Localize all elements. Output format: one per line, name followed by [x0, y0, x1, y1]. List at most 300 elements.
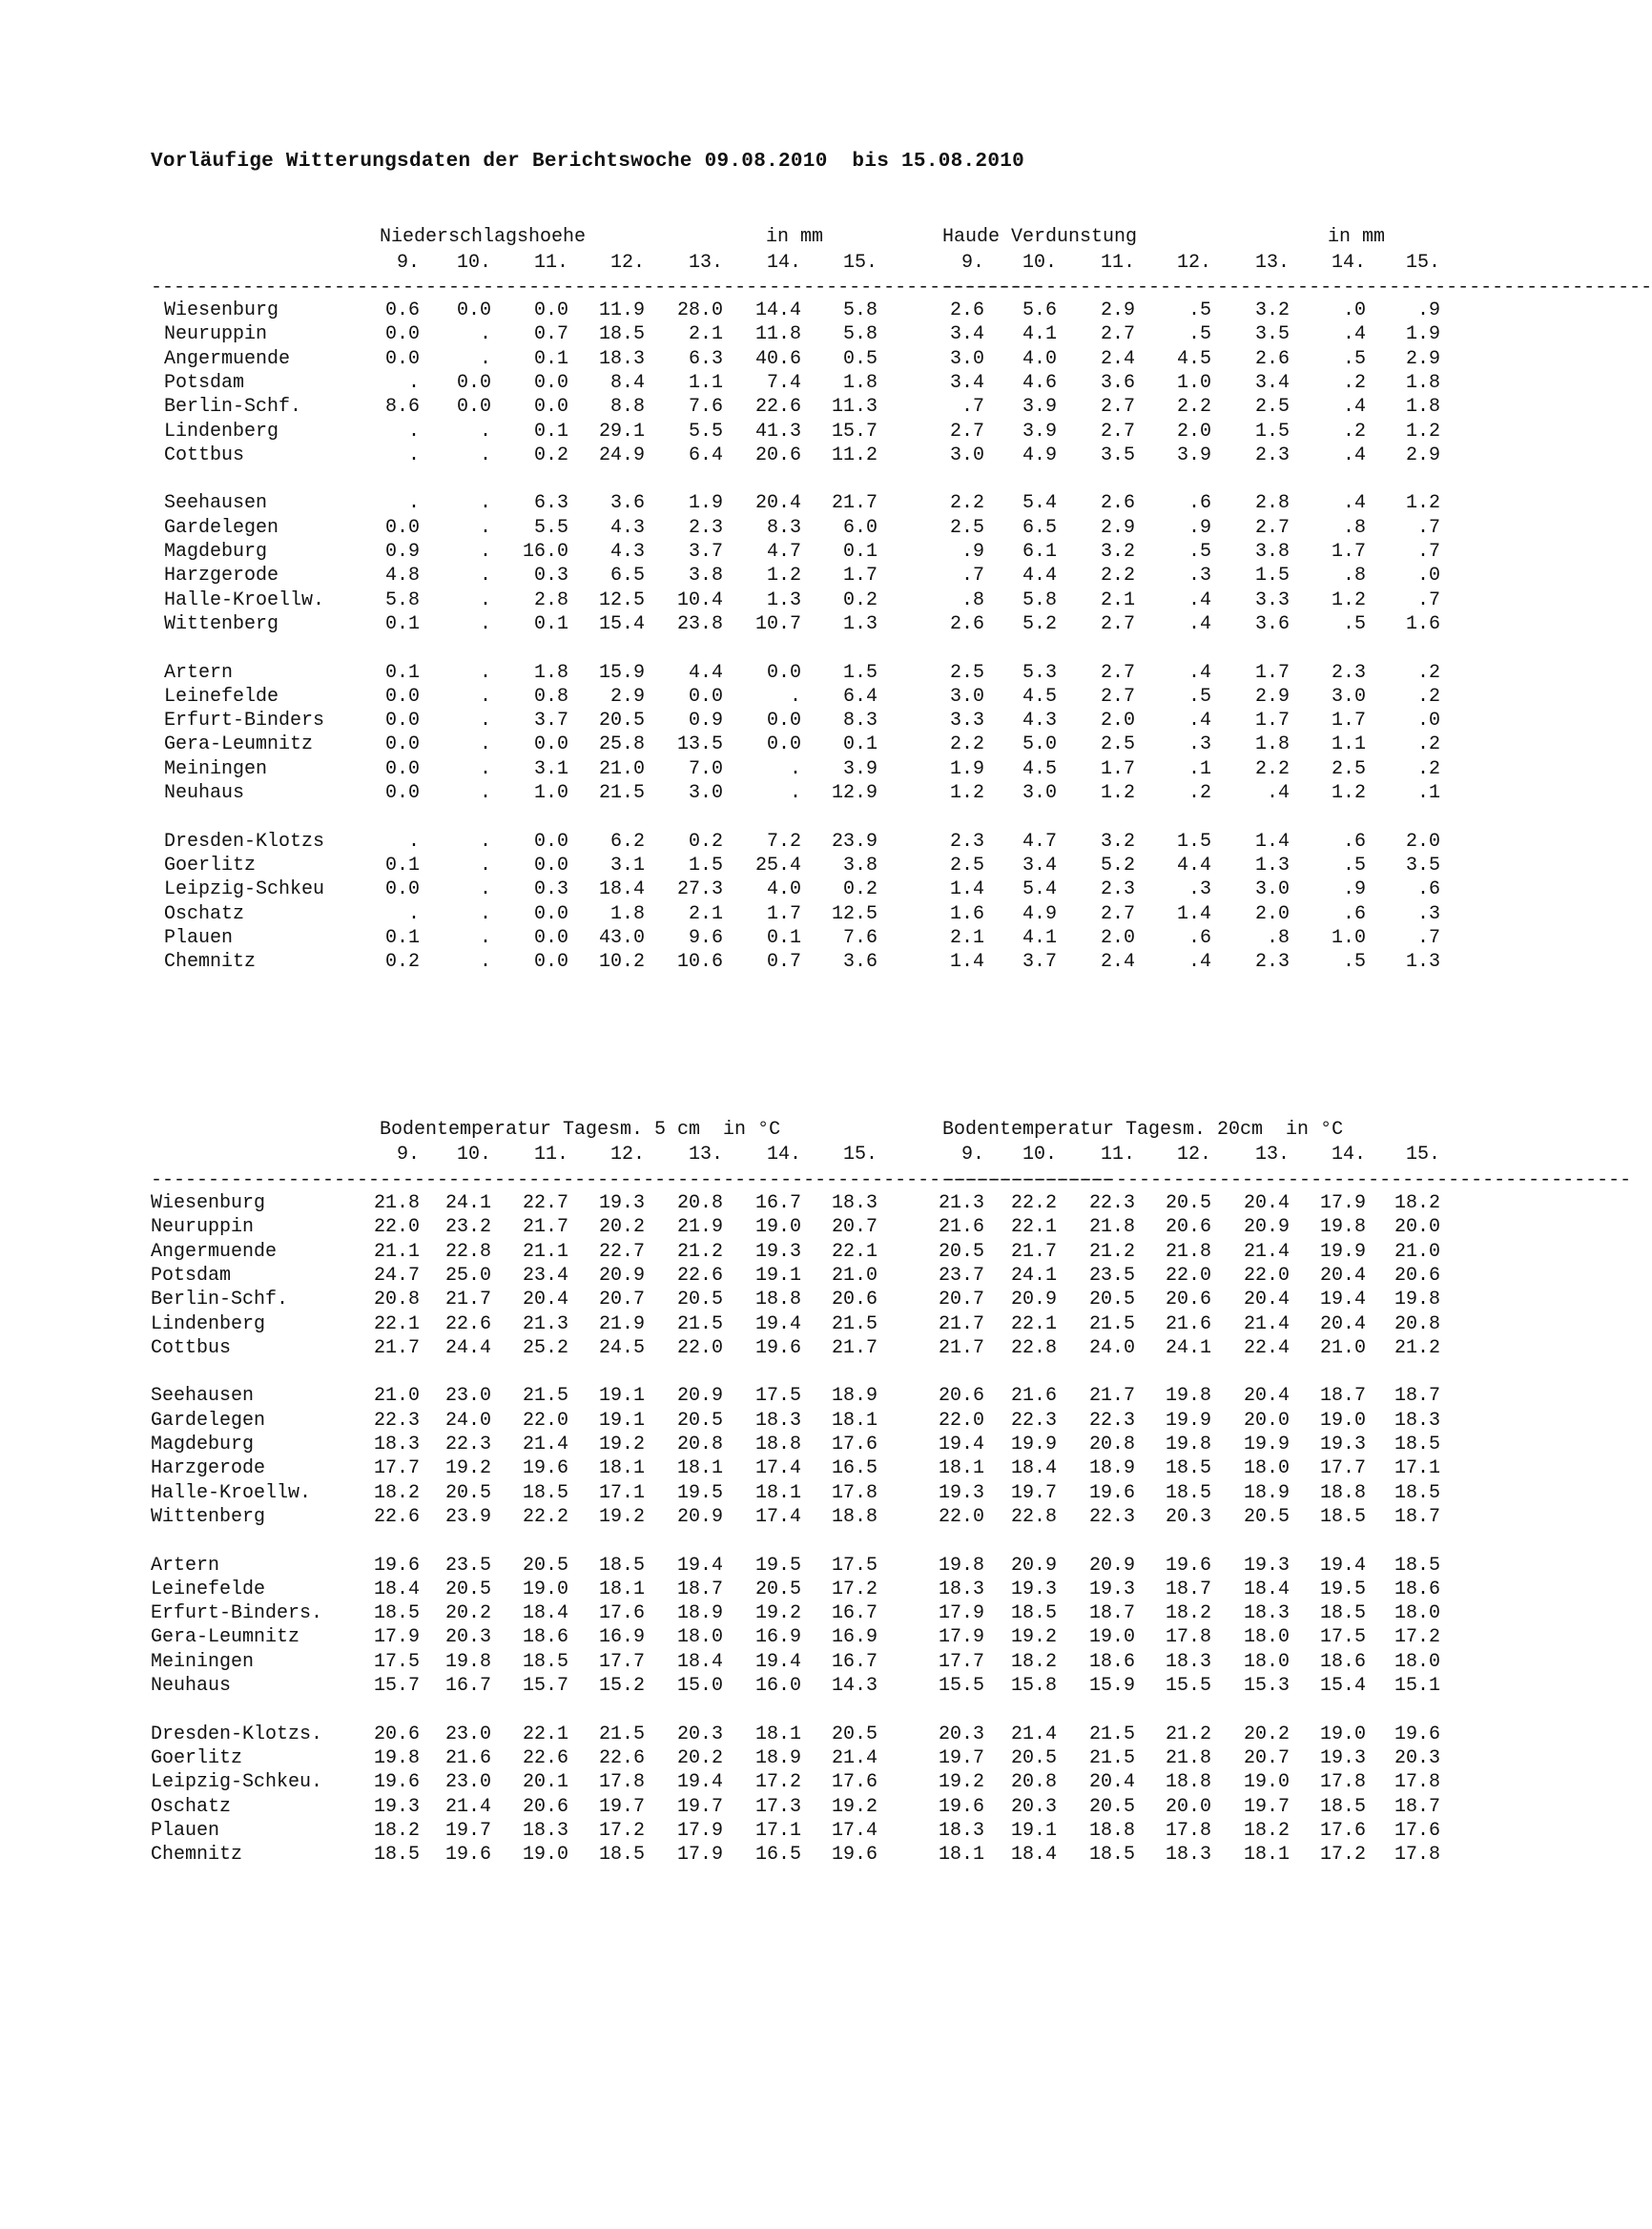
station-name: Potsdam — [151, 1264, 232, 1287]
cell-value: .1 — [1416, 782, 1440, 804]
cell-value: 21.0 — [598, 757, 645, 780]
cell-value: 3.0 — [1254, 878, 1290, 901]
cell-value: 4.3 — [1022, 710, 1057, 733]
cell-value: 17.2 — [1319, 1844, 1366, 1867]
cell-value: 1.7 — [1254, 661, 1290, 684]
cell-value: 18.7 — [1394, 1795, 1440, 1818]
cell-value: 18.9 — [754, 1746, 801, 1769]
cell-value: . — [479, 516, 491, 539]
cell-value: 1.1 — [688, 371, 723, 394]
table-row — [0, 1289, 1577, 1312]
cell-value: 4.6 — [1022, 371, 1057, 394]
cell-value: 2.2 — [1176, 396, 1211, 419]
cell-value: 21.6 — [938, 1216, 984, 1239]
cell-value: 21.7 — [831, 1336, 878, 1359]
cell-value: .4 — [1187, 661, 1211, 684]
cell-value: 23.0 — [444, 1723, 491, 1745]
cell-value: 18.2 — [1243, 1819, 1290, 1842]
cell-value: 23.8 — [676, 612, 723, 635]
cell-value: 18.5 — [522, 1650, 568, 1673]
cell-value: 1.5 — [1254, 420, 1290, 443]
cell-value: 18.1 — [1243, 1844, 1290, 1867]
cell-value: 4.1 — [1022, 323, 1057, 346]
cell-value: 2.8 — [1254, 492, 1290, 515]
cell-value: 1.0 — [533, 782, 568, 804]
cell-value: 18.5 — [1010, 1602, 1057, 1625]
cell-value: 18.7 — [1319, 1385, 1366, 1408]
cell-value: 21.5 — [598, 782, 645, 804]
cell-value: 20.0 — [1243, 1409, 1290, 1432]
cell-value: 20.6 — [754, 444, 801, 466]
cell-value: . — [479, 878, 491, 901]
cell-value: 2.5 — [949, 661, 984, 684]
day-label: 10. — [1022, 252, 1057, 274]
cell-value: 24.0 — [444, 1409, 491, 1432]
cell-value: 21.6 — [1165, 1312, 1211, 1335]
station-name: Halle-Kroellw. — [151, 1481, 312, 1504]
station-name: Seehausen — [164, 492, 268, 515]
cell-value: 23.0 — [444, 1385, 491, 1408]
table-row — [0, 1385, 1577, 1409]
cell-value: 2.0 — [1100, 926, 1135, 949]
cell-value: 2.5 — [1100, 733, 1135, 756]
day-label: 12. — [1176, 252, 1211, 274]
cell-value: 2.2 — [949, 492, 984, 515]
cell-value: 20.6 — [831, 1289, 878, 1311]
cell-value: 2.7 — [1100, 685, 1135, 708]
cell-value: . — [407, 902, 420, 925]
cell-value: 21.5 — [1088, 1746, 1135, 1769]
cell-value: 3.7 — [688, 541, 723, 563]
day-label: 12. — [1176, 1144, 1211, 1166]
cell-value: 0.0 — [533, 830, 568, 853]
cell-value: 23.9 — [831, 830, 878, 853]
cell-value: 15.7 — [831, 420, 878, 443]
cell-value: 17.8 — [1394, 1844, 1440, 1867]
cell-value: 22.6 — [444, 1312, 491, 1335]
table-row — [0, 1241, 1577, 1265]
cell-value: 20.8 — [1394, 1312, 1440, 1335]
cell-value: 3.0 — [1331, 685, 1366, 708]
cell-value: 1.8 — [1405, 396, 1440, 419]
cell-value: 20.6 — [373, 1723, 420, 1745]
table-row — [0, 1820, 1577, 1844]
cell-value: 16.5 — [831, 1457, 878, 1480]
cell-value: 19.7 — [1243, 1795, 1290, 1818]
station-name: Berlin-Schf. — [151, 1289, 289, 1311]
cell-value: . — [789, 757, 801, 780]
cell-value: 15.0 — [676, 1675, 723, 1697]
cell-value: 19.6 — [1394, 1723, 1440, 1745]
cell-value: 18.6 — [1088, 1650, 1135, 1673]
cell-value: 21.4 — [1243, 1240, 1290, 1263]
cell-value: .7 — [960, 565, 984, 588]
cell-value: 19.4 — [754, 1312, 801, 1335]
cell-value: 0.0 — [384, 516, 420, 539]
cell-value: 20.5 — [444, 1481, 491, 1504]
cell-value: 0.2 — [688, 830, 723, 853]
cell-value: 17.9 — [938, 1626, 984, 1649]
cell-value: 19.9 — [1010, 1434, 1057, 1455]
table-row — [0, 541, 1577, 565]
cell-value: 5.6 — [1022, 299, 1057, 321]
cell-value: .6 — [1342, 902, 1366, 925]
day-label: 11. — [533, 252, 568, 274]
cell-value: 20.2 — [598, 1216, 645, 1239]
cell-value: 18.6 — [1319, 1650, 1366, 1673]
table-row — [0, 1313, 1577, 1337]
day-label: 15. — [1405, 252, 1440, 274]
cell-value: 20.9 — [1243, 1216, 1290, 1239]
cell-value: 19.8 — [373, 1746, 420, 1769]
cell-value: 20.5 — [444, 1578, 491, 1600]
cell-value: 23.0 — [444, 1771, 491, 1794]
cell-value: 15.5 — [1165, 1675, 1211, 1697]
cell-value: 21.5 — [676, 1312, 723, 1335]
cell-value: 17.9 — [676, 1844, 723, 1867]
cell-value: 7.6 — [842, 926, 878, 949]
day-label: 12. — [609, 1144, 645, 1166]
cell-value: 0.0 — [766, 710, 801, 733]
cell-value: .3 — [1416, 902, 1440, 925]
cell-value: .6 — [1187, 492, 1211, 515]
cell-value: 18.0 — [1243, 1650, 1290, 1673]
cell-value: 18.5 — [373, 1844, 420, 1867]
cell-value: 22.0 — [676, 1336, 723, 1359]
cell-value: 18.5 — [1394, 1434, 1440, 1455]
station-name: Meiningen — [164, 757, 268, 780]
cell-value: 0.7 — [533, 323, 568, 346]
cell-value: 21.8 — [1088, 1216, 1135, 1239]
cell-value: 18.2 — [1165, 1602, 1211, 1625]
station-name: Chemnitz — [164, 951, 257, 974]
cell-value: 17.7 — [598, 1650, 645, 1673]
cell-value: 0.6 — [384, 299, 420, 321]
precipitation-label: Niederschlagshoehe — [380, 226, 587, 248]
cell-value: 17.1 — [598, 1481, 645, 1504]
cell-value: .4 — [1342, 323, 1366, 346]
cell-value: 1.3 — [842, 612, 878, 635]
cell-value: 17.6 — [1319, 1819, 1366, 1842]
cell-value: 0.0 — [533, 854, 568, 877]
cell-value: 2.0 — [1254, 902, 1290, 925]
cell-value: 1.8 — [609, 902, 645, 925]
cell-value: 18.5 — [598, 323, 645, 346]
cell-value: 2.1 — [688, 902, 723, 925]
cell-value: .1 — [1187, 757, 1211, 780]
cell-value: . — [407, 371, 420, 394]
cell-value: 3.5 — [1254, 323, 1290, 346]
cell-value: 22.6 — [676, 1264, 723, 1287]
cell-value: .5 — [1187, 299, 1211, 321]
cell-value: 1.2 — [766, 565, 801, 588]
day-label: 10. — [1022, 1144, 1057, 1166]
cell-value: 2.3 — [949, 830, 984, 853]
cell-value: 19.4 — [1319, 1554, 1366, 1577]
cell-value: 22.6 — [522, 1746, 568, 1769]
cell-value: 19.3 — [1319, 1746, 1366, 1769]
cell-value: 20.8 — [373, 1289, 420, 1311]
cell-value: .7 — [960, 396, 984, 419]
cell-value: 5.4 — [1022, 492, 1057, 515]
cell-value: 6.1 — [1022, 541, 1057, 563]
cell-value: 17.2 — [754, 1771, 801, 1794]
cell-value: 21.0 — [373, 1385, 420, 1408]
cell-value: 18.7 — [1088, 1602, 1135, 1625]
cell-value: 3.0 — [1022, 782, 1057, 804]
day-label: 10. — [456, 252, 491, 274]
cell-value: 18.5 — [373, 1602, 420, 1625]
day-label: 13. — [1254, 252, 1290, 274]
cell-value: 5.3 — [1022, 661, 1057, 684]
cell-value: 19.7 — [444, 1819, 491, 1842]
station-name: Erfurt-Binders. — [151, 1602, 323, 1625]
cell-value: 15.4 — [598, 612, 645, 635]
cell-value: 7.2 — [766, 830, 801, 853]
cell-value: 18.1 — [938, 1457, 984, 1480]
cell-value: 2.6 — [1254, 347, 1290, 370]
cell-value: 3.3 — [949, 710, 984, 733]
day-label: 9. — [396, 252, 420, 274]
cell-value: 23.5 — [444, 1554, 491, 1577]
cell-value: 20.3 — [676, 1723, 723, 1745]
cell-value: 20.4 — [1319, 1312, 1366, 1335]
table-row — [0, 1796, 1577, 1820]
cell-value: . — [479, 926, 491, 949]
cell-value: 19.7 — [676, 1795, 723, 1818]
cell-value: 19.5 — [754, 1554, 801, 1577]
cell-value: 8.4 — [609, 371, 645, 394]
cell-value: 19.8 — [1165, 1434, 1211, 1455]
cell-value: 14.3 — [831, 1675, 878, 1697]
cell-value: 21.6 — [1010, 1385, 1057, 1408]
soil-5cm-label: Bodentemperatur Tagesm. 5 cm in °C — [380, 1119, 781, 1141]
cell-value: 29.1 — [598, 420, 645, 443]
cell-value: 19.1 — [598, 1385, 645, 1408]
cell-value: 0.3 — [533, 565, 568, 588]
cell-value: 19.1 — [754, 1264, 801, 1287]
cell-value: .2 — [1342, 371, 1366, 394]
cell-value: 16.9 — [831, 1626, 878, 1649]
cell-value: 1.2 — [1405, 492, 1440, 515]
table-row — [0, 1579, 1577, 1602]
cell-value: 19.2 — [831, 1795, 878, 1818]
station-name: Erfurt-Binders — [164, 710, 325, 733]
cell-value: . — [479, 830, 491, 853]
cell-value: 17.7 — [938, 1650, 984, 1673]
cell-value: .2 — [1416, 733, 1440, 756]
cell-value: 20.6 — [1165, 1216, 1211, 1239]
cell-value: 6.5 — [1022, 516, 1057, 539]
cell-value: 3.9 — [1176, 444, 1211, 466]
day-label: 15. — [1405, 1144, 1440, 1166]
cell-value: 15.7 — [522, 1675, 568, 1697]
cell-value: 20.3 — [938, 1723, 984, 1745]
cell-value: 3.3 — [1254, 588, 1290, 611]
station-name: Meiningen — [151, 1650, 255, 1673]
cell-value: 19.0 — [1319, 1409, 1366, 1432]
cell-value: 17.6 — [598, 1602, 645, 1625]
day-label: 14. — [766, 1144, 801, 1166]
station-name: Leipzig-Schkeu — [164, 878, 325, 901]
cell-value: 21.4 — [1010, 1723, 1057, 1745]
table-row — [0, 372, 1577, 396]
cell-value: 19.7 — [598, 1795, 645, 1818]
cell-value: 21.3 — [522, 1312, 568, 1335]
cell-value: 20.7 — [938, 1289, 984, 1311]
cell-value: 21.0 — [831, 1264, 878, 1287]
cell-value: 18.5 — [1319, 1505, 1366, 1528]
cell-value: 19.0 — [522, 1844, 568, 1867]
station-name: Oschatz — [151, 1795, 232, 1818]
cell-value: 18.4 — [1010, 1844, 1057, 1867]
cell-value: 22.3 — [373, 1409, 420, 1432]
cell-value: 19.2 — [1010, 1626, 1057, 1649]
cell-value: 5.5 — [688, 420, 723, 443]
cell-value: 17.6 — [1394, 1819, 1440, 1842]
cell-value: 18.4 — [522, 1602, 568, 1625]
cell-value: 0.0 — [384, 710, 420, 733]
cell-value: 22.7 — [522, 1192, 568, 1214]
cell-value: 24.7 — [373, 1264, 420, 1287]
table-row — [0, 517, 1577, 541]
station-name: Angermuende — [164, 347, 291, 370]
cell-value: 3.8 — [1254, 541, 1290, 563]
table-row — [0, 299, 1577, 323]
cell-value: 18.2 — [373, 1481, 420, 1504]
cell-value: . — [479, 710, 491, 733]
cell-value: 10.4 — [676, 588, 723, 611]
cell-value: 2.2 — [1254, 757, 1290, 780]
cell-value: 21.4 — [1243, 1312, 1290, 1335]
cell-value: 2.0 — [1405, 830, 1440, 853]
cell-value: 11.8 — [754, 323, 801, 346]
cell-value: 23.2 — [444, 1216, 491, 1239]
cell-value: 20.3 — [1394, 1746, 1440, 1769]
cell-value: 18.9 — [676, 1602, 723, 1625]
cell-value: 17.8 — [1165, 1819, 1211, 1842]
cell-value: 0.5 — [842, 347, 878, 370]
cell-value: 18.8 — [1319, 1481, 1366, 1504]
cell-value: . — [407, 830, 420, 853]
cell-value: 21.5 — [598, 1723, 645, 1745]
cell-value: 18.3 — [1394, 1409, 1440, 1432]
cell-value: 0.0 — [384, 878, 420, 901]
cell-value: 22.2 — [1010, 1192, 1057, 1214]
report-title: Vorläufige Witterungsdaten der Berichtswoche 09.08.2010 bis 15.08.2010 — [151, 151, 1025, 173]
cell-value: .5 — [1342, 347, 1366, 370]
day-label: 14. — [766, 252, 801, 274]
cell-value: 19.3 — [1088, 1578, 1135, 1600]
station-name: Leinefelde — [151, 1578, 266, 1600]
cell-value: .4 — [1187, 951, 1211, 974]
cell-value: 4.0 — [766, 878, 801, 901]
cell-value: 11.2 — [831, 444, 878, 466]
cell-value: 19.8 — [444, 1650, 491, 1673]
cell-value: 1.5 — [688, 854, 723, 877]
cell-value: 3.4 — [1022, 854, 1057, 877]
cell-value: . — [479, 854, 491, 877]
cell-value: 16.7 — [831, 1650, 878, 1673]
cell-value: 21.4 — [831, 1746, 878, 1769]
station-name: Dresden-Klotzs — [164, 830, 325, 853]
cell-value: 15.9 — [598, 661, 645, 684]
cell-value: 6.2 — [609, 830, 645, 853]
cell-value: .4 — [1342, 396, 1366, 419]
cell-value: 18.5 — [1319, 1795, 1366, 1818]
cell-value: 0.0 — [533, 926, 568, 949]
cell-value: 19.2 — [444, 1457, 491, 1480]
cell-value: 0.0 — [533, 396, 568, 419]
cell-value: 17.5 — [1319, 1626, 1366, 1649]
cell-value: 15.4 — [1319, 1675, 1366, 1697]
station-name: Neuhaus — [164, 782, 245, 804]
table-row — [0, 1457, 1577, 1481]
cell-value: . — [479, 661, 491, 684]
cell-value: 18.3 — [938, 1578, 984, 1600]
cell-value: 18.8 — [1165, 1771, 1211, 1794]
cell-value: 2.2 — [949, 733, 984, 756]
day-label: 15. — [842, 1144, 878, 1166]
cell-value: 3.0 — [949, 444, 984, 466]
cell-value: 17.9 — [1319, 1192, 1366, 1214]
cell-value: 3.9 — [1022, 420, 1057, 443]
cell-value: 7.0 — [688, 757, 723, 780]
cell-value: 1.8 — [1405, 371, 1440, 394]
table-row — [0, 927, 1577, 951]
cell-value: .5 — [1187, 685, 1211, 708]
cell-value: 4.9 — [1022, 902, 1057, 925]
station-name: Lindenberg — [151, 1312, 266, 1335]
cell-value: 3.7 — [533, 710, 568, 733]
cell-value: 18.1 — [831, 1409, 878, 1432]
cell-value: 1.7 — [1331, 541, 1366, 563]
cell-value: 19.0 — [1243, 1771, 1290, 1794]
cell-value: 20.4 — [1243, 1192, 1290, 1214]
cell-value: 0.1 — [766, 926, 801, 949]
cell-value: 20.8 — [1010, 1771, 1057, 1794]
cell-value: 43.0 — [598, 926, 645, 949]
cell-value: 20.1 — [522, 1771, 568, 1794]
cell-value: 20.4 — [522, 1289, 568, 1311]
cell-value: .9 — [1342, 878, 1366, 901]
cell-value: 4.1 — [1022, 926, 1057, 949]
cell-value: 3.1 — [609, 854, 645, 877]
cell-value: 0.2 — [842, 588, 878, 611]
cell-value: 18.4 — [373, 1578, 420, 1600]
cell-value: 19.5 — [676, 1481, 723, 1504]
cell-value: 24.1 — [1010, 1264, 1057, 1287]
cell-value: 2.9 — [1254, 685, 1290, 708]
cell-value: .4 — [1187, 710, 1211, 733]
cell-value: 5.8 — [842, 299, 878, 321]
cell-value: 22.0 — [373, 1216, 420, 1239]
cell-value: 20.3 — [1010, 1795, 1057, 1818]
cell-value: 17.8 — [1319, 1771, 1366, 1794]
cell-value: 23.5 — [1088, 1264, 1135, 1287]
cell-value: 0.1 — [384, 661, 420, 684]
cell-value: 19.7 — [938, 1746, 984, 1769]
cell-value: 18.1 — [938, 1844, 984, 1867]
station-name: Dresden-Klotzs. — [151, 1723, 323, 1745]
cell-value: 2.9 — [1405, 444, 1440, 466]
cell-value: 3.8 — [688, 565, 723, 588]
cell-value: 22.0 — [1243, 1264, 1290, 1287]
cell-value: 19.1 — [1010, 1819, 1057, 1842]
cell-value: 21.7 — [373, 1336, 420, 1359]
cell-value: 18.8 — [754, 1434, 801, 1455]
cell-value: 17.9 — [373, 1626, 420, 1649]
